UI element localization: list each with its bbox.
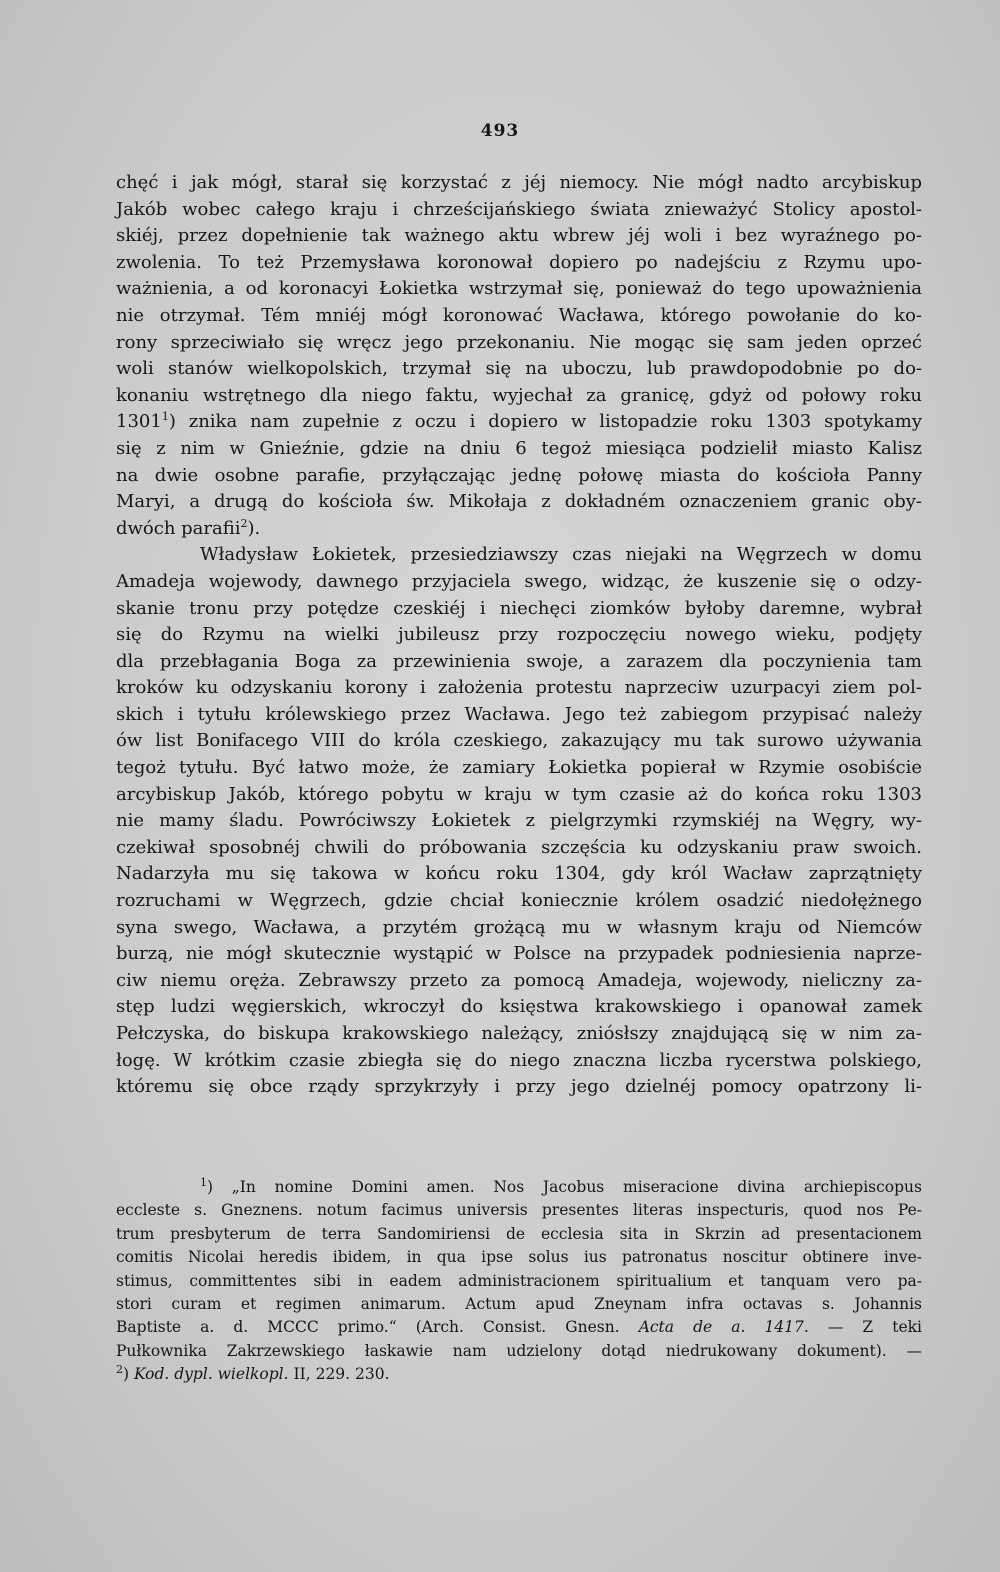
text-line: któremu się obce rządy sprzykrzyły i przy jego dzielnéj pomocy opatrzony li- xyxy=(116,1076,922,1098)
main-text xyxy=(116,170,922,1101)
text-line: woli stanów wielkopolskich, trzymał się na uboczu, lub prawdopodobnie po do- xyxy=(116,358,922,380)
text-line: tegoż tytułu. Być łatwo może, że zamiary Łokietka popierał w Rzymie osobiście xyxy=(116,757,922,779)
footnote-line xyxy=(116,1316,922,1339)
footnote-marker-1: 1 xyxy=(200,1175,207,1189)
footnote-italic-citation: Acta de a. 1417 xyxy=(638,1318,804,1337)
text-line: skiéj, przez dopełnienie tak ważnego aktu wbrew jéj woli i bez wyraźnego po- xyxy=(116,225,922,247)
footnote-2 xyxy=(116,1363,922,1386)
footnote-line: eccleste s. Gneznens. notum facimus universis presentes literas inspecturis, quod nos Pe- xyxy=(116,1201,922,1220)
footnotes xyxy=(116,1176,922,1387)
line-text: dwóch parafii xyxy=(116,517,241,539)
page-number: 493 xyxy=(480,121,520,141)
text-line: się do Rzymu na wielki jubileusz przy rozpoczęciu nowego wieku, podjęty xyxy=(116,624,922,646)
footnote-ref-1: 1 xyxy=(161,410,169,424)
footnote-italic-citation: Kod. dypl. wielkopl. xyxy=(133,1365,289,1384)
text-line: na dwie osobne parafie, przyłączając jednę połowę miasta do kościoła Panny xyxy=(116,464,922,486)
footnote-text: ) „In nomine Domini amen. Nos Jacobus miseracione divina archiepiscopus xyxy=(207,1178,922,1196)
text-line: dla przebłagania Boga za przewinienia swoje, a zarazem dla poczynienia tam xyxy=(116,650,922,672)
text-line: Jakób wobec całego kraju i chrześcijańskiego świata znieważyć Stolicy apostol- xyxy=(116,198,922,220)
text-line: stęp ludzi węgierskich, wkroczył do księstwa krakowskiego i opanował zamek xyxy=(116,996,922,1018)
footnote-line: stimus, committentes sibi in eadem administracionem spiritualium et tanquam vero pa- xyxy=(116,1271,922,1290)
text-line: nie otrzymał. Tém mniéj mógł koronować Wacława, którego powołanie do ko- xyxy=(116,304,922,326)
text-line: ciw niemu oręża. Zebrawszy przeto za pomocą Amadeja, wojewody, nieliczny za- xyxy=(116,969,922,991)
year-1301: 1301 xyxy=(116,411,162,433)
footnote-line: Pułkownika Zakrzewskiego łaskawie nam udzielony dotąd niedrukowany dokument). — xyxy=(116,1341,922,1360)
paragraph-end-line xyxy=(116,516,922,543)
text-line: ważnienia, a od koronacyi Łokietka wstrzymał się, ponieważ do tego upoważnienia xyxy=(116,278,922,300)
text-line: arcybiskup Jakób, którego pobytu w kraju w tym czasie aż do końca roku 1303 xyxy=(116,783,922,805)
text-line: nie mamy śladu. Powróciwszy Łokietek z pielgrzymki rzymskiéj na Węgry, wy- xyxy=(116,810,922,832)
line-rest: ) znika nam zupełnie z oczu i dopiero w listopadzie roku 1303 spotykamy xyxy=(168,411,922,433)
footnote-line: comitis Nicolai heredis ibidem, in qua ipse solus ius patronatus noscitur obtinere inve- xyxy=(116,1248,922,1267)
footnote-text: II, 229. 230. xyxy=(288,1365,390,1384)
footnote-marker-2: 2 xyxy=(116,1362,123,1376)
footnote-line: stori curam et regimen animarum. Actum apud Zneynam infra octavas s. Johannis xyxy=(116,1294,922,1313)
paragraph-start-line: Władysław Łokietek, przesiedziawszy czas niejaki na Węgrzech w domu xyxy=(200,544,922,566)
text-line: skanie tronu przy potędze czeskiéj i niechęci ziomków byłoby daremne, wybrał xyxy=(116,597,922,619)
text-line: czekiwał sposobnéj chwili do próbowania szczęścia ku odzyskaniu praw swoich. xyxy=(116,836,922,858)
line-text: ). xyxy=(247,517,261,539)
footnote-text: ) xyxy=(123,1365,134,1384)
text-line: łogę. W krótkim czasie zbiegła się do niego znaczna liczba rycerstwa polskiego, xyxy=(116,1049,922,1071)
footnote-line: trum presbyterum de terra Sandomiriensi de ecclesia sita in Skrzin ad presentacionem xyxy=(116,1224,922,1243)
footnote-ref-2: 2 xyxy=(240,516,248,530)
footnote-1-first-line xyxy=(116,1176,922,1199)
text-line: zwolenia. To też Przemysława koronował dopiero po nadejściu z Rzymu upo- xyxy=(116,251,922,273)
text-line: rozruchami w Węgrzech, gdzie chciał koniecznie królem osadzić niedołężnego xyxy=(116,890,922,912)
text-line: Amadeja wojewody, dawnego przyjaciela swego, widząc, że kuszenie się o odzy- xyxy=(116,570,922,592)
text-line: burzą, nie mógł skutecznie wystąpić w Polsce na przypadek podniesienia naprze- xyxy=(116,943,922,965)
text-line: ów list Bonifacego VIII do króla czeskiego, zakazujący mu tak surowo używania xyxy=(116,730,922,752)
text-line: Pełczyska, do biskupa krakowskiego należący, zniósłszy znajdującą się w nim za- xyxy=(116,1023,922,1044)
text-line: kroków ku odzyskaniu korony i założenia protestu naprzeciw uzurpacyi ziem pol- xyxy=(116,677,922,699)
footnote-text: Baptiste a. d. MCCC primo.“ (Arch. Consist. Gnesn. xyxy=(116,1318,639,1337)
text-line: konaniu wstrętnego dla niego faktu, wyjechał za granicę, gdyż od połowy roku xyxy=(116,384,922,406)
text-line: się z nim w Gnieźnie, gdzie na dniu 6 tegoż miesiąca podzielił miasto Kalisz xyxy=(116,437,922,459)
text-line: Nadarzyła mu się takowa w końcu roku 1304, gdy król Wacław zaprzątnięty xyxy=(116,863,922,885)
text-line-with-footnote-ref xyxy=(116,409,922,436)
text-line: syna swego, Wacława, a przytém grożącą mu w własnym kraju od Niemców xyxy=(116,916,922,938)
text-line: Maryi, a drugą do kościoła św. Mikołaja z dokładném oznaczeniem granic oby- xyxy=(116,491,922,513)
text-line: rony sprzeciwiało się wręcz jego przekonaniu. Nie mogąc się sam jeden oprzeć xyxy=(116,331,922,353)
text-line: chęć i jak mógł, starał się korzystać z jéj niemocy. Nie mógł nadto arcybiskup xyxy=(116,172,922,193)
text-line: skich i tytułu królewskiego przez Wacława. Jego też zabiegom przypisać należy xyxy=(116,703,922,725)
footnote-text: . — Z teki xyxy=(803,1318,922,1337)
